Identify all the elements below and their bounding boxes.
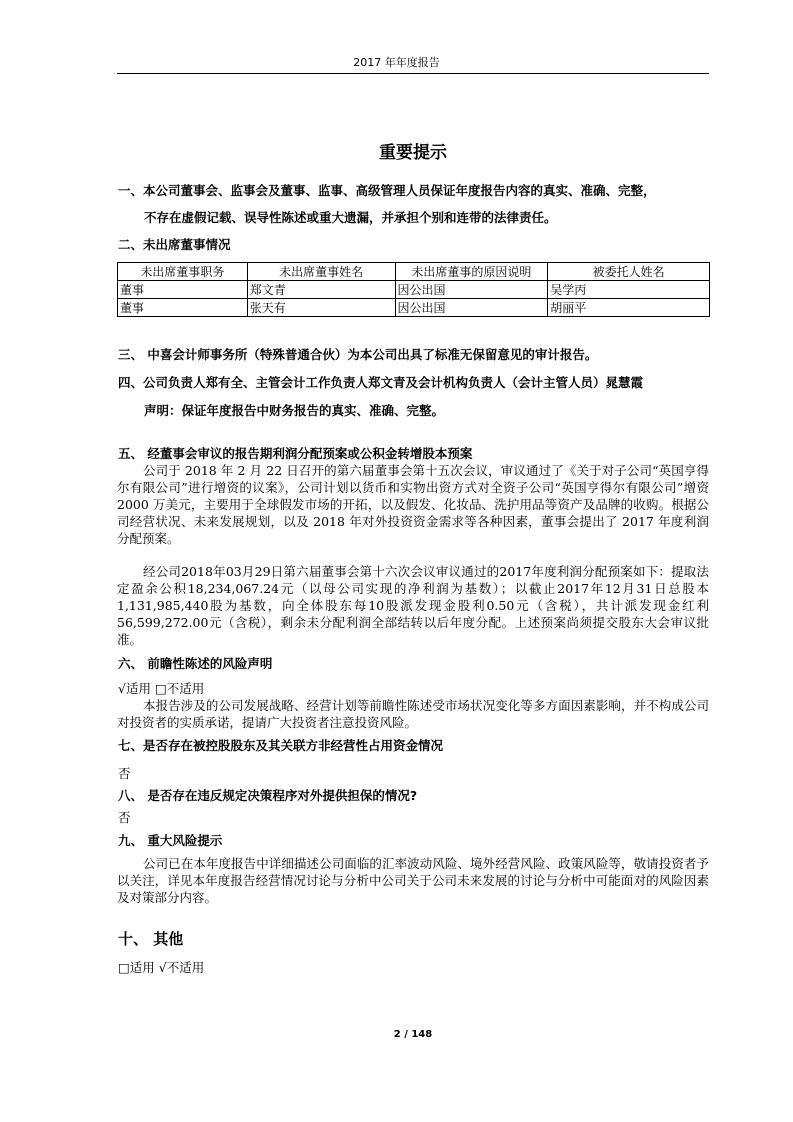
item-five-paragraph-2: 经公司2018年03月29日第六届董事会第十六次会议审议通过的2017年度利润分配预案如下：提取法定盈余公积18,234,067.24元（以母公司实现的净利润为基数）；以截止2017年12月31日总股本1,131,985,440股为基数，向全体股东每10股派发现金股利0.50元（含税），共计派发现金红利56,599,272.00元（含税），剩余未分配利润全部结转以后年度分配。上述预案尚须提交股东大会审议批准。 (117, 564, 709, 647)
page-title: 重要提示 (379, 143, 447, 163)
item-five-paragraph-1: 公司于 2018 年 2 月 22 日召开的第六届董事会第十五次会议，审议通过了《关于对子公司“英国亨得尔有限公司”进行增资的议案》，公司计划以货币和实物出资方式对全资子公司“英国亨得尔有限公司”增资 2000 万美元，主要用于全球假发市场的开拓，以及假发、化妆品、洗护用品等资产及品牌的收购。根据公司经营状况、未来发展规划，以及 2018 年对外投资资金需求等各种因素，董事会提出了 2017 年度利润分配预案。 (117, 463, 709, 546)
table-cell: 郑文青 (247, 281, 395, 299)
item-three: 三、 中喜会计师事务所（特殊普通合伙）为本公司出具了标准无保留意见的审计报告。 (118, 347, 598, 362)
item-two-heading: 二、未出席董事情况 (118, 237, 231, 252)
table-cell: 董事 (118, 281, 248, 299)
table-cell: 因公出国 (395, 299, 548, 317)
header-divider (117, 73, 709, 74)
table-row (118, 281, 710, 299)
table-header-row (118, 263, 710, 281)
item-eight-heading: 八、 是否存在违反规定决策程序对外提供担保的情况? (118, 788, 418, 803)
item-four-line2: 声明：保证年度报告中财务报告的真实、准确、完整。 (144, 403, 445, 418)
item-six-heading: 六、 前瞻性陈述的风险声明 (118, 656, 273, 671)
item-seven-answer: 否 (118, 766, 131, 781)
item-nine-heading: 九、 重大风险提示 (118, 833, 223, 848)
item-six-paragraph: 本报告涉及的公司发展战略、经营计划等前瞻性陈述受市场状况变化等多方面因素影响，并不构成公司对投资者的实质承诺，提请广大投资者注意投资风险。 (117, 698, 709, 730)
table-cell: 张天有 (247, 299, 395, 317)
item-six-applicability: √适用 □不适用 (118, 681, 205, 696)
table-cell: 董事 (118, 299, 248, 317)
item-ten-heading: 十、 其他 (118, 930, 184, 948)
table-header-cell: 被委托人姓名 (548, 263, 710, 281)
report-header: 2017 年年度报告 (353, 56, 440, 69)
table-cell: 胡丽平 (548, 299, 710, 317)
table-cell: 吴学丙 (548, 281, 710, 299)
table-header-cell: 未出席董事职务 (118, 263, 248, 281)
table-header-cell: 未出席董事的原因说明 (395, 263, 548, 281)
page-number: 2 / 148 (393, 1029, 433, 1040)
item-four-line1: 四、公司负责人郑有全、主管会计工作负责人郑文青及会计机构负责人（会计主管人员）晁慧霞 (118, 375, 644, 390)
item-eight-answer: 否 (118, 810, 131, 825)
item-ten-applicability: □适用 √不适用 (118, 960, 205, 975)
item-one-line1: 一、本公司董事会、监事会及董事、监事、高级管理人员保证年度报告内容的真实、准确、完整， (118, 183, 656, 198)
table-header-cell: 未出席董事姓名 (247, 263, 395, 281)
item-one-line2: 不存在虚假记载、误导性陈述或重大遗漏，并承担个别和连带的法律责任。 (144, 210, 557, 225)
absent-directors-table (117, 262, 710, 317)
item-five-heading: 五、 经董事会审议的报告期利润分配预案或公积金转增股本预案 (118, 446, 473, 461)
item-seven-heading: 七、是否存在被控股股东及其关联方非经营性占用资金情况 (118, 738, 444, 753)
table-row (118, 299, 710, 317)
table-cell: 因公出国 (395, 281, 548, 299)
item-nine-paragraph: 公司已在本年度报告中详细描述公司面临的汇率波动风险、境外经营风险、政策风险等，敬请投资者予以关注，详见本年度报告经营情况讨论与分析中公司关于公司未来发展的讨论与分析中可能面对的风险因素及对策部分内容。 (117, 856, 709, 905)
